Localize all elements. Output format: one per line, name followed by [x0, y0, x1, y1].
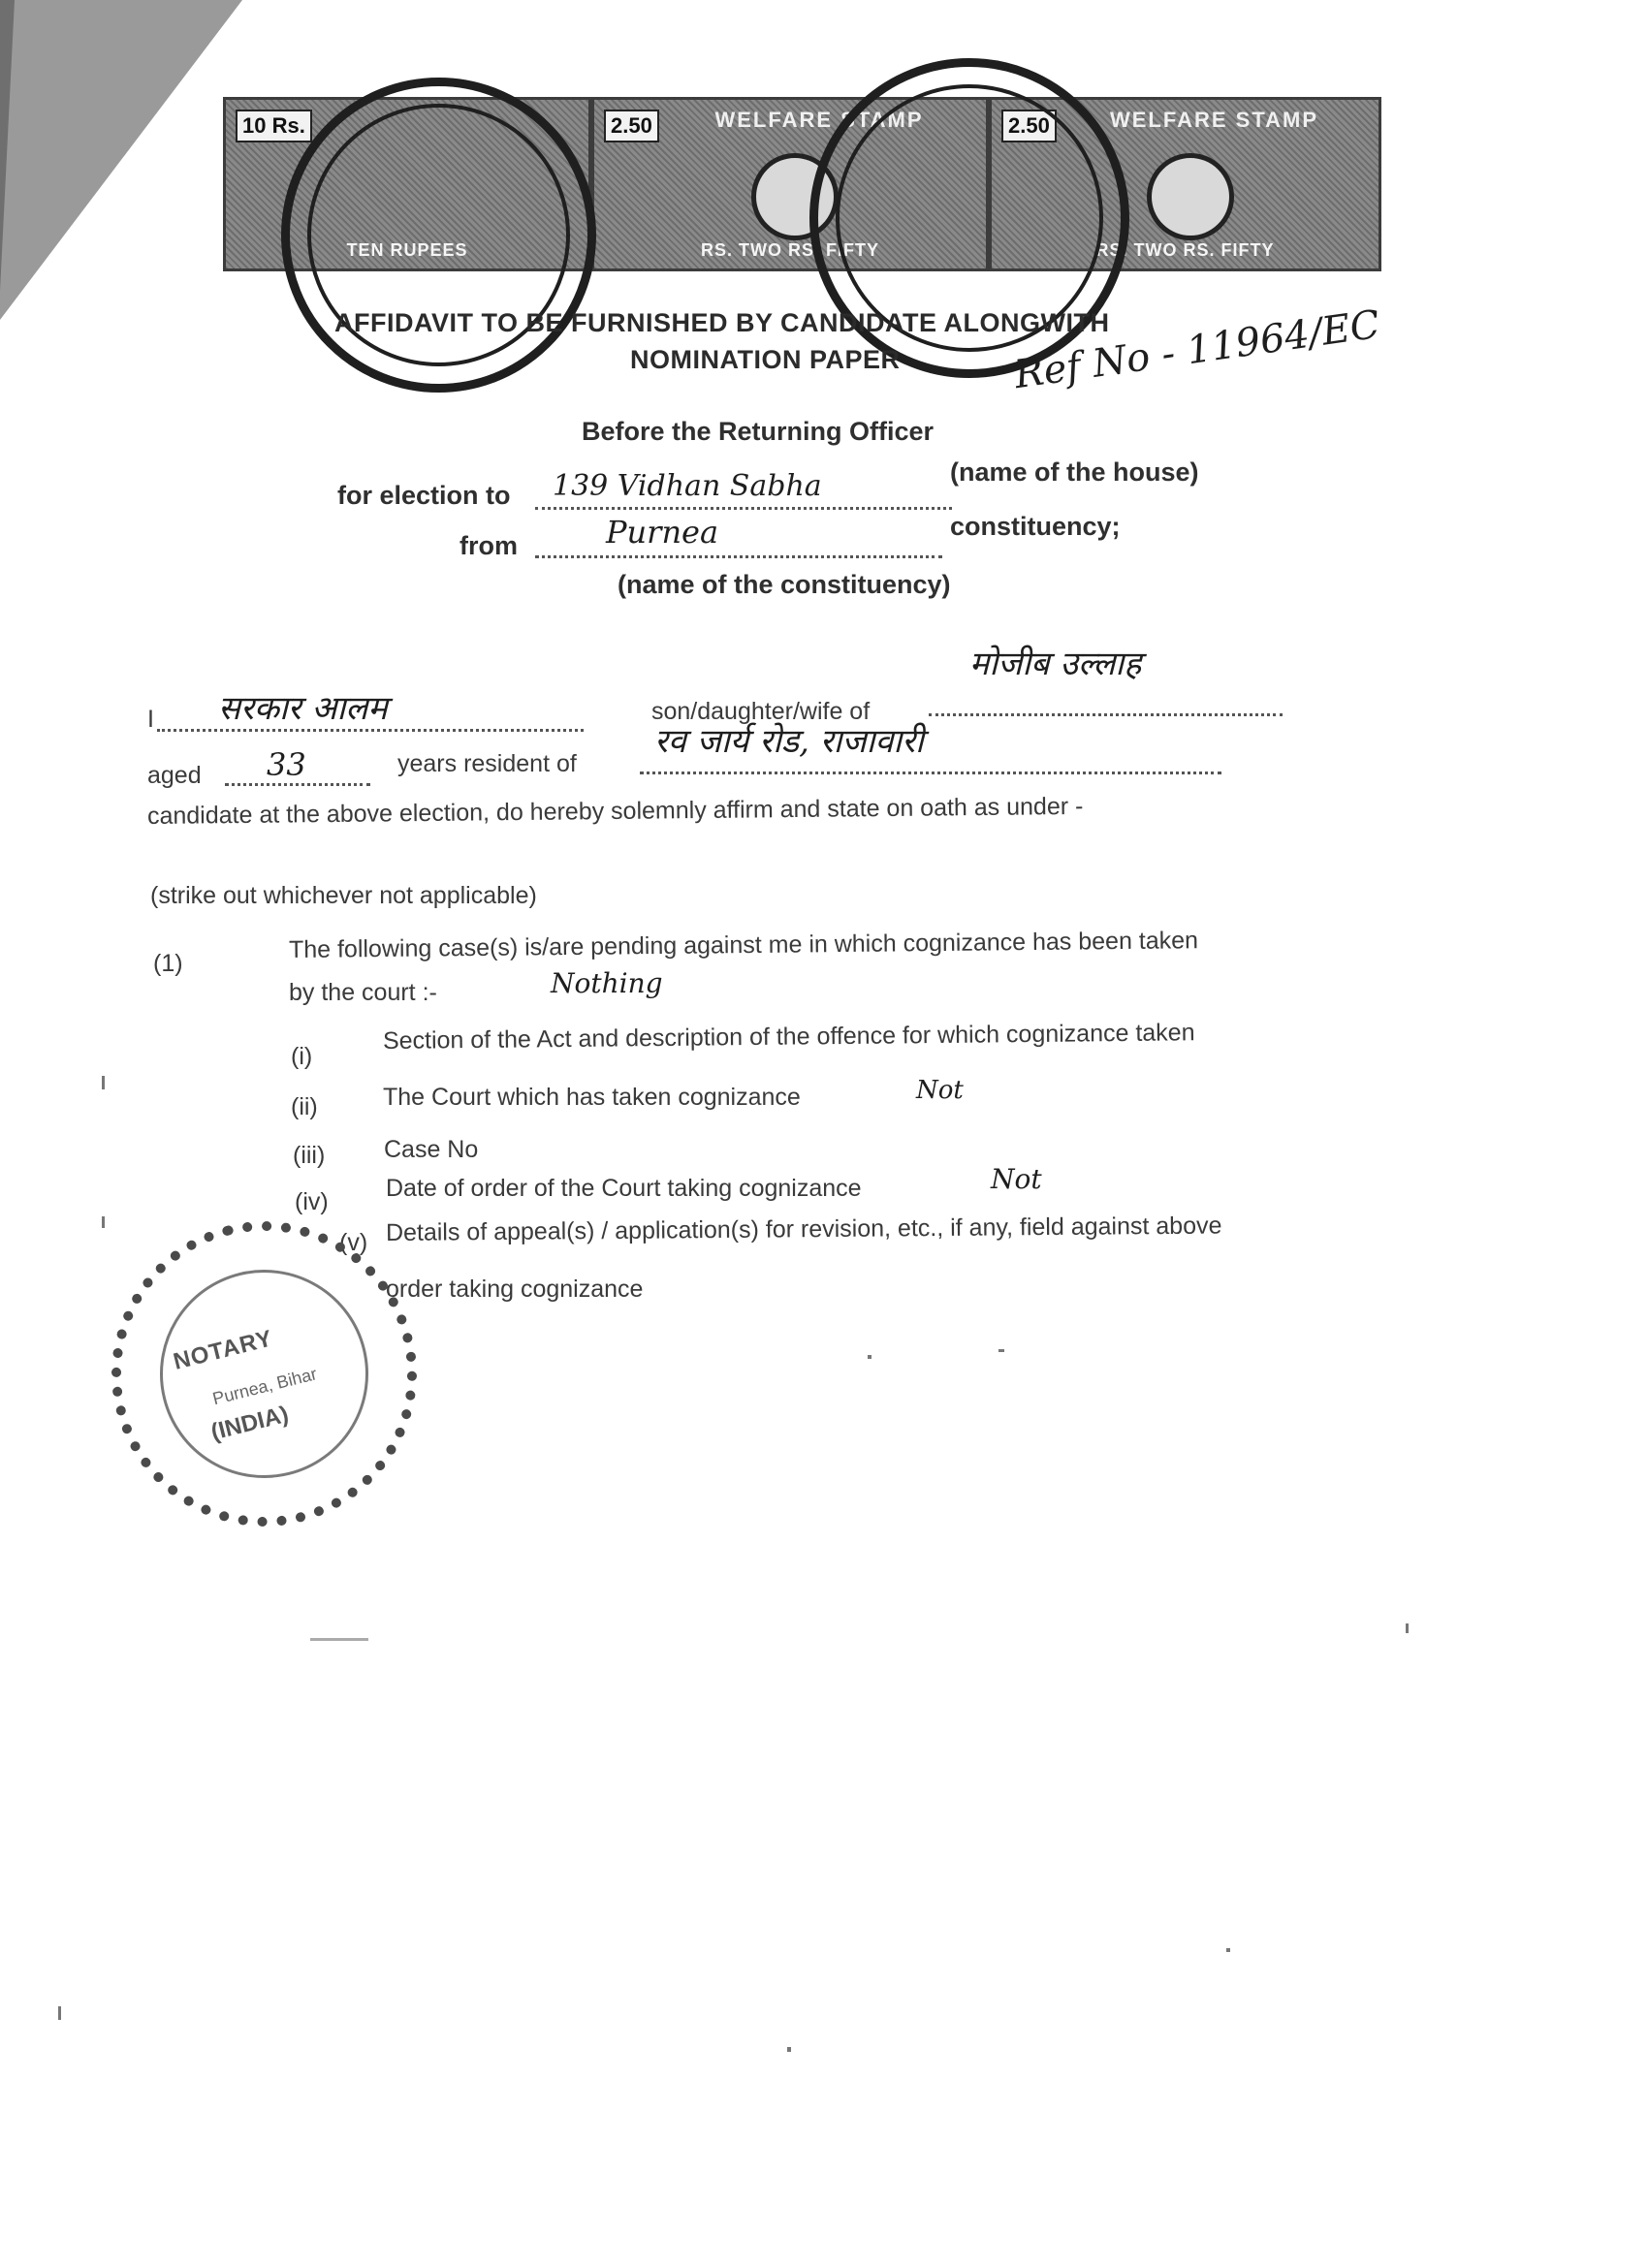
handwritten-answer: Nothing	[551, 967, 663, 999]
subitem-number: (i)	[291, 1043, 313, 1070]
subitem-text-cont: order taking cognizance	[386, 1276, 644, 1303]
subitem-text: Date of order of the Court taking cognizance	[386, 1175, 862, 1202]
stamp-value: 10 Rs.	[236, 110, 312, 142]
stamp-value: 2.50	[604, 110, 659, 142]
scan-speck	[102, 1076, 105, 1089]
item-text: The following case(s) is/are pending against me in which cognizance has been taken	[288, 927, 1199, 963]
handwritten-answer: Not	[916, 1076, 964, 1105]
scan-speck	[868, 1355, 872, 1359]
oath-line: candidate at the above election, do hereby solemnly affirm and state on oath as under -	[146, 792, 1084, 830]
document-title: AFFIDAVIT TO BE FURNISHED BY CANDIDATE ALONGWITH	[334, 308, 1110, 337]
subitem-text: Section of the Act and description of the offence for which cognizance taken	[382, 1019, 1195, 1055]
handwritten-answer: Not	[991, 1163, 1042, 1195]
item-text-cont: by the court :-	[289, 979, 437, 1006]
handwritten-name: सरकार आलम	[218, 689, 388, 728]
stamp-footer: RS. TWO RS. FIFTY	[701, 240, 879, 260]
relation-dotted-line	[929, 690, 1283, 716]
handwritten-ref-no: Ref No - 11964/EC	[1011, 301, 1383, 398]
scan-speck	[1406, 1623, 1409, 1633]
subitem-number: (iv)	[295, 1188, 329, 1215]
stamp-heading: WELFARE STAMP	[1109, 108, 1319, 132]
from-label: from	[460, 531, 518, 560]
stamp-paper-strip	[223, 58, 1381, 276]
resident-label: years resident of	[397, 750, 577, 777]
notary-seal-ring	[138, 1247, 391, 1500]
relation-label: son/daughter/wife of	[651, 698, 871, 725]
notary-seal-place: Purnea, Bihar	[210, 1364, 319, 1409]
notary-seal-title: NOTARY	[171, 1325, 276, 1375]
constituency-dotted-line	[535, 528, 942, 558]
handwritten-relation: मोजीब उल्लाह	[969, 645, 1142, 683]
scan-speck	[998, 1349, 1004, 1352]
scan-speck	[1226, 1948, 1230, 1952]
subitem-number: (iii)	[293, 1142, 326, 1169]
handwritten-house: 139 Vidhan Sabha	[553, 469, 822, 503]
strike-note: (strike out whichever not applicable)	[150, 882, 537, 909]
folded-corner-edge	[0, 0, 15, 291]
stamp-heading: WELFARE STAMP	[714, 108, 924, 132]
item-number: (1)	[153, 950, 183, 977]
stamp-footer: TEN RUPEES	[346, 240, 468, 260]
document-subtitle: NOMINATION PAPER	[630, 345, 901, 374]
folded-corner	[0, 0, 242, 320]
cancellation-seal	[281, 78, 596, 393]
handwritten-age: 33	[267, 746, 306, 783]
scan-speck	[310, 1638, 368, 1641]
emblem-icon	[1147, 153, 1234, 240]
aged-label: aged	[147, 762, 202, 789]
subitem-text: The Court which has taken cognizance	[383, 1084, 801, 1111]
stamp-footer: RS. TWO RS. FIFTY	[1095, 240, 1275, 260]
election-label: for election to	[337, 481, 511, 510]
subitem-text: Case No	[384, 1136, 479, 1163]
constituency-suffix: constituency;	[950, 512, 1121, 541]
handwritten-constituency: Purnea	[606, 514, 719, 551]
declarant-prefix: I	[147, 706, 154, 733]
house-suffix: (name of the house)	[950, 457, 1199, 487]
subitem-text: Details of appeal(s) / application(s) for revision, etc., if any, field against above	[385, 1212, 1222, 1246]
handwritten-address: रव जार्य रोड, राजावारी	[654, 722, 924, 761]
stamp-value: 2.50	[1001, 110, 1057, 142]
constituency-note: (name of the constituency)	[618, 570, 951, 599]
before-officer-heading: Before the Returning Officer	[582, 417, 935, 446]
scan-speck	[102, 1216, 105, 1228]
subitem-number: (v)	[339, 1229, 368, 1256]
subitem-number: (ii)	[291, 1093, 318, 1120]
scan-speck	[787, 2047, 791, 2052]
scan-speck	[58, 2006, 61, 2020]
notary-seal-country: (INDIA)	[207, 1401, 292, 1446]
